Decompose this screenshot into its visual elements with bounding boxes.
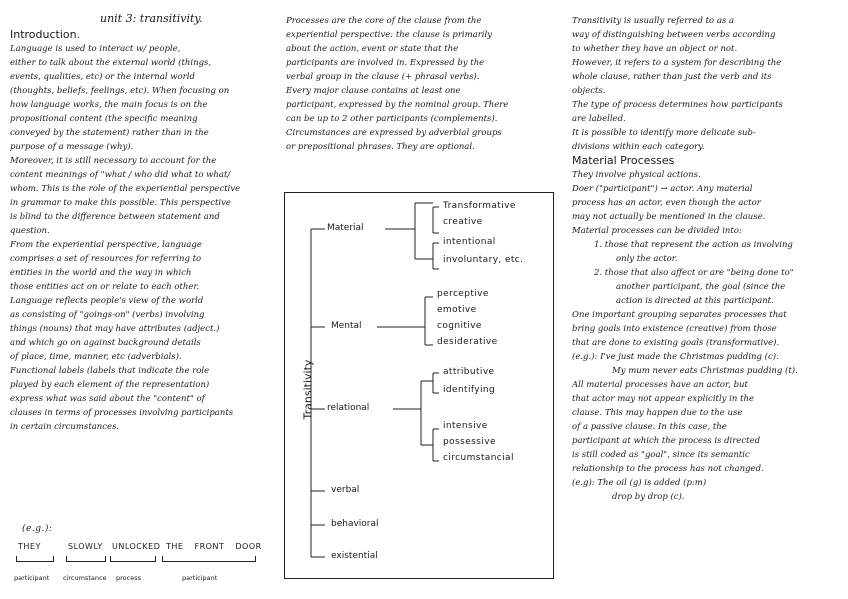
text-line: about the action, event or state that the	[286, 44, 459, 54]
text-line: either to talk about the external world (things,	[10, 58, 212, 68]
text-line: question.	[10, 226, 50, 236]
text-line: clauses in terms of processes involving participants	[10, 408, 234, 418]
text-line: verbal group in the clause (+ phrasal verbs).	[286, 72, 480, 82]
example-line: (e.g.): I've just made the Christmas pudding (c).	[572, 352, 779, 362]
role-label: process	[116, 574, 141, 582]
text-line: entities in the world and the way in which	[10, 268, 192, 278]
text-line: They involve physical actions.	[572, 170, 701, 180]
role-label: participant	[182, 574, 218, 582]
right-intro-paragraphs	[572, 14, 842, 154]
middle-column	[286, 14, 554, 154]
text-line: propositional content (the specific meaning	[10, 114, 198, 124]
text-line: divisions within each category.	[572, 142, 705, 152]
mental-subtype: desiderative	[437, 337, 498, 347]
text-line: Transitivity is usually referred to as a	[572, 16, 735, 26]
material-subtype: intentional	[443, 237, 496, 247]
text-line: objects.	[572, 86, 606, 96]
example-word: UNLOCKED	[112, 542, 161, 551]
text-line: in certain circumstances.	[10, 422, 120, 432]
text-line: Circumstances are expressed by adverbial groups	[286, 128, 502, 138]
material-subtype: involuntary, etc.	[443, 255, 524, 265]
text-line: way of distinguishing between verbs according	[572, 30, 776, 40]
text-line: may not actually be mentioned in the clause.	[572, 212, 766, 222]
text-line: are labelled.	[572, 114, 626, 124]
text-line: whom. This is the role of the experiential perspective	[10, 184, 241, 194]
text-line: bring goals into existence (creative) from those	[572, 324, 777, 334]
text-line: that actor may not appear explicitly in the	[572, 394, 754, 404]
text-line: events, qualities, etc) or the internal world	[10, 72, 195, 82]
example-label: (e.g.):	[22, 524, 53, 534]
text-line: Moreover, it is still necessary to account for the	[10, 156, 217, 166]
text-line: Language reflects people's view of the world	[10, 296, 204, 306]
text-line: played by each element of the representation)	[10, 380, 210, 390]
example-line: drop by drop (c).	[612, 492, 685, 502]
passive-paragraph	[572, 378, 842, 476]
text-line: participant, expressed by the nominal group. There	[286, 100, 509, 110]
text-line: Material processes can be divided into:	[572, 226, 742, 236]
material-subtype: Transformative	[443, 201, 516, 211]
text-line: Language is used to interact w/ people,	[10, 44, 181, 54]
text-line: to whether they have an object or not.	[572, 44, 738, 54]
relational-subtype: identifying	[443, 385, 496, 395]
text-line: Doer ("participant") → actor. Any material	[572, 184, 753, 194]
material-grouping	[572, 308, 842, 350]
material-processes-heading: Material Processes	[572, 154, 675, 167]
page-title: unit 3: transitivity.	[100, 12, 203, 25]
text-line: express what was said about the "content" of	[10, 394, 205, 404]
text-line: relationship to the process has not changed.	[572, 464, 764, 474]
role-label: circumstance	[63, 574, 107, 582]
text-line: clause. This may happen due to the use	[572, 408, 743, 418]
text-line: From the experiential perspective, language	[10, 240, 202, 250]
text-line: comprises a set of resources for referring to	[10, 254, 202, 264]
text-line: purpose of a message (why).	[10, 142, 134, 152]
list-item: 2. those that also affect or are "being done to"	[594, 268, 794, 278]
example-word: THEY	[18, 542, 41, 551]
introduction-heading: Introduction.	[10, 28, 81, 41]
left-paragraphs	[10, 42, 280, 434]
verbal-label: verbal	[331, 485, 360, 495]
right-column	[572, 14, 842, 504]
text-line: Every major clause contains at least one	[286, 86, 461, 96]
text-line: whole clause, rather than just the verb and its	[572, 72, 772, 82]
behavioral-label: behavioral	[331, 519, 379, 529]
text-line: is still coded as "goal", since its semantic	[572, 450, 750, 460]
text-line: that are done to existing goals (transformative).	[572, 338, 780, 348]
text-line: content meanings of "what / who did what to what/	[10, 170, 231, 180]
text-line: in grammar to make this possible. This perspective	[10, 198, 231, 208]
text-line: participant at which the process is directed	[572, 436, 761, 446]
example-sentence	[14, 524, 274, 594]
text-line: participants are involved in. Expressed by the	[286, 58, 485, 68]
relational-label: relational	[327, 403, 370, 413]
example-word: SLOWLY	[68, 542, 103, 551]
material-subtype: creative	[443, 217, 483, 227]
list-item: only the actor.	[616, 254, 678, 264]
diagram-lines	[285, 193, 555, 580]
text-line: Functional labels (labels that indicate the role	[10, 366, 210, 376]
bracket	[162, 556, 256, 562]
example-line: (e.g): The oil (g) is added (p:m)	[572, 478, 707, 488]
text-line: However, it refers to a system for describing the	[572, 58, 782, 68]
text-line: and which go on against background details	[10, 338, 201, 348]
text-line: how language works, the main focus is on the	[10, 100, 208, 110]
text-line: It is possible to identify more delicate sub-	[572, 128, 756, 138]
bracket	[16, 556, 54, 562]
text-line: All material processes have an actor, but	[572, 380, 748, 390]
mental-subtype: perceptive	[437, 289, 489, 299]
list-item: 1. those that represent the action as involving	[594, 240, 793, 250]
text-line: as consisting of "goings-on" (verbs) involving	[10, 310, 205, 320]
relational-subtype: intensive	[443, 421, 488, 431]
role-label: participant	[14, 574, 50, 582]
list-item: action is directed at this participant.	[616, 296, 774, 306]
existential-label: existential	[331, 551, 378, 561]
text-line: things (nouns) that may have attributes (adject.)	[10, 324, 220, 334]
material-label: Material	[327, 223, 364, 233]
mental-subtype: emotive	[437, 305, 477, 315]
relational-subtype: possessive	[443, 437, 496, 447]
diagram-root-label: Transitivity	[301, 359, 315, 420]
mental-subtype: cognitive	[437, 321, 482, 331]
mental-label: Mental	[331, 321, 362, 331]
material-paragraphs	[572, 168, 842, 238]
text-line: or prepositional phrases. They are optional.	[286, 142, 475, 152]
text-line: of place, time, manner, etc (adverbials).	[10, 352, 182, 362]
text-line: of a passive clause. In this case, the	[572, 422, 727, 432]
relational-subtype: circumstancial	[443, 453, 514, 463]
material-list	[572, 238, 842, 308]
text-line: conveyed by the statement) rather than in the	[10, 128, 209, 138]
list-item: another participant, the goal (since the	[616, 282, 786, 292]
text-line: is blind to the difference between statement and	[10, 212, 220, 222]
text-line: One important grouping separates processes that	[572, 310, 787, 320]
middle-paragraphs	[286, 14, 554, 154]
bracket	[110, 556, 156, 562]
text-line: those entities act on or relate to each other.	[10, 282, 200, 292]
text-line: can be up to 2 other participants (complements).	[286, 114, 498, 124]
text-line: process has an actor, even though the actor	[572, 198, 761, 208]
example-line: My mum never eats Christmas pudding (t).	[612, 366, 798, 376]
left-column	[10, 28, 280, 434]
text-line: experiential perspective: the clause is primarily	[286, 30, 493, 40]
transitivity-diagram	[284, 192, 554, 579]
bracket	[66, 556, 106, 562]
example-word: THE FRONT DOOR	[166, 542, 262, 551]
text-line: Processes are the core of the clause from the	[286, 16, 482, 26]
text-line: The type of process determines how participants	[572, 100, 783, 110]
text-line: (thoughts, beliefs, feelings, etc). When focusing on	[10, 86, 230, 96]
relational-subtype: attributive	[443, 367, 495, 377]
